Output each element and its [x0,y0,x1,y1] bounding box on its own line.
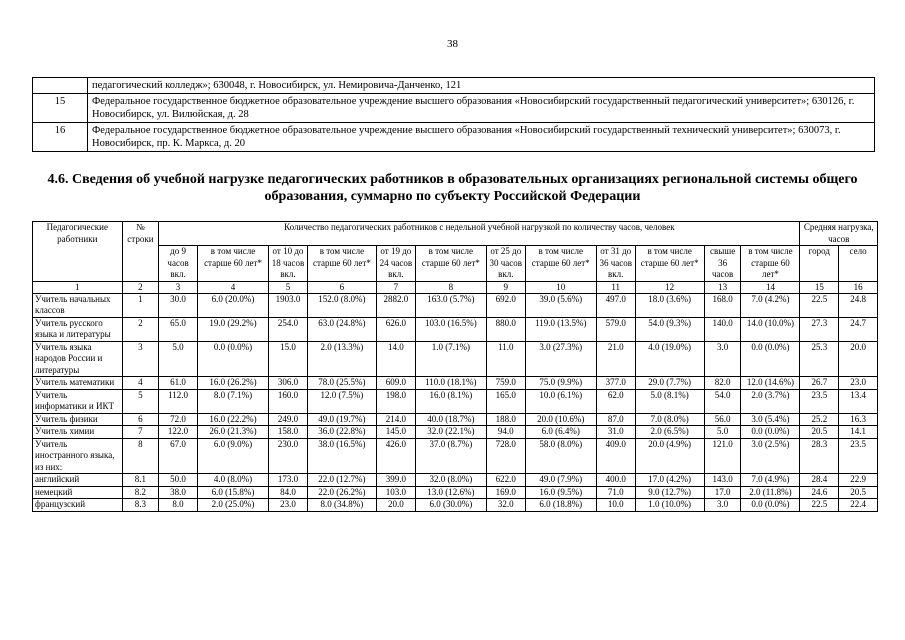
table-cell: 400.0 [596,474,635,487]
worker-category: Учитель языка народов России и литературы [33,341,123,377]
table-cell: 78.0 (25.5%) [307,377,376,390]
table-cell: 160.0 [269,389,308,413]
table-row [33,426,878,439]
column-index-cell: 3 [159,281,198,293]
table-cell: 2.0 (25.0%) [197,499,268,512]
table-cell: 23.0 [839,377,878,390]
table-cell: 15.0 [269,341,308,377]
table-cell: 230.0 [269,438,308,474]
row-number: 16 [33,123,88,152]
worker-category: Учитель информатики и ИКТ [33,389,123,413]
organization-text: Федеральное государственное бюджетное образовательное учреждение высшего образования «Новосибирский государственный педагогический университет»; 630126, г. Новосибирск, ул. Вилюйская, д. 28 [88,94,875,123]
organization-text: Федеральное государственное бюджетное образовательное учреждение высшего образования «Новосибирский государственный технический университет»; 630073, г. Новосибирск, пр. К. Маркса, д. 20 [88,123,875,152]
subheader-cell: от 25 до 30 часов вкл. [486,246,525,282]
table-cell: 12.0 (7.5%) [307,389,376,413]
table-cell: 50.0 [159,474,198,487]
row-number: 1 [122,293,159,317]
table-cell: 32.0 (8.0%) [415,474,486,487]
subheader-cell: от 19 до 24 часов вкл. [377,246,416,282]
table-cell: 32.0 (22.1%) [415,426,486,439]
table-cell: 28.3 [800,438,839,474]
column-index-cell: 15 [800,281,839,293]
table-cell: 622.0 [486,474,525,487]
table-cell: 110.0 (18.1%) [415,377,486,390]
row-number: 8.2 [122,486,159,499]
subheader-cell: в том числе старше 60 лет* [741,246,800,282]
column-index-cell: 6 [307,281,376,293]
column-index-cell: 5 [269,281,308,293]
table-cell: 27.3 [800,317,839,341]
table-cell: 7.0 (4.9%) [741,474,800,487]
table-cell: 38.0 [159,486,198,499]
table-cell: 4.0 (8.0%) [197,474,268,487]
row-number: 4 [122,377,159,390]
table-cell: 3.0 (2.5%) [741,438,800,474]
row-number: 2 [122,317,159,341]
table-cell: 173.0 [269,474,308,487]
column-index-cell: 11 [596,281,635,293]
row-number: 8.3 [122,499,159,512]
table-cell: 3.0 [704,341,741,377]
table-cell: 3.0 [704,499,741,512]
worker-category: английский [33,474,123,487]
table-cell: 880.0 [486,317,525,341]
worker-category: Учитель начальных классов [33,293,123,317]
table-row [33,341,878,377]
table-cell: 65.0 [159,317,198,341]
subheader-cell: село [839,246,878,282]
table-cell: 2.0 (6.5%) [635,426,704,439]
table-cell: 2.0 (3.7%) [741,389,800,413]
column-index-cell: 12 [635,281,704,293]
table-row [33,389,878,413]
worker-category: Учитель физики [33,413,123,426]
table-cell: 22.5 [800,293,839,317]
table-cell: 56.0 [704,413,741,426]
page-number: 38 [447,38,458,50]
table-cell: 188.0 [486,413,525,426]
table-cell: 67.0 [159,438,198,474]
column-index-cell: 7 [377,281,416,293]
table-cell: 163.0 (5.7%) [415,293,486,317]
table-cell: 22.0 (12.7%) [307,474,376,487]
table-cell: 16.0 (9.5%) [525,486,596,499]
table-cell: 25.2 [800,413,839,426]
table-cell: 23.5 [800,389,839,413]
table-cell: 13.4 [839,389,878,413]
table-cell: 58.0 (8.0%) [525,438,596,474]
table-cell: 0.0 (0.0%) [197,341,268,377]
table-cell: 692.0 [486,293,525,317]
table-cell: 20.5 [839,486,878,499]
table-cell: 6.0 (9.0%) [197,438,268,474]
table-cell: 8.0 (7.1%) [197,389,268,413]
table-cell: 121.0 [704,438,741,474]
table-cell: 16.0 (22.2%) [197,413,268,426]
table-cell: 94.0 [486,426,525,439]
table-cell: 49.0 (7.9%) [525,474,596,487]
worker-category: Учитель математики [33,377,123,390]
subheader-cell: свыше 36 часов [704,246,741,282]
table-cell: 54.0 (9.3%) [635,317,704,341]
table-cell: 0.0 (0.0%) [741,426,800,439]
subheader-cell: в том числе старше 60 лет* [635,246,704,282]
table-cell: 22.0 (26.2%) [307,486,376,499]
table-cell: 26.7 [800,377,839,390]
table-cell: 6.0 (30.0%) [415,499,486,512]
subheader-cell: в том числе старше 60 лет* [307,246,376,282]
organization-text: педагогический колледж»; 630048, г. Новосибирск, ул. Немировича-Данченко, 121 [88,78,875,94]
table-cell: 6.0 (20.0%) [197,293,268,317]
table-cell: 198.0 [377,389,416,413]
table-cell: 24.7 [839,317,878,341]
column-index-row [33,281,878,293]
table-cell: 145.0 [377,426,416,439]
table-cell: 28.4 [800,474,839,487]
table-cell: 63.0 (24.8%) [307,317,376,341]
subheader-cell: от 10 до 18 часов вкл. [269,246,308,282]
table-cell: 8.0 (34.8%) [307,499,376,512]
table-row [33,486,878,499]
table-cell: 30.0 [159,293,198,317]
table-cell: 0.0 (0.0%) [741,499,800,512]
table-cell: 20.5 [800,426,839,439]
organizations-table [32,77,875,152]
table-cell: 20.0 (4.9%) [635,438,704,474]
table-cell: 75.0 (9.9%) [525,377,596,390]
row-number: 6 [122,413,159,426]
table-cell: 24.6 [800,486,839,499]
table-row [33,413,878,426]
table-cell: 3.0 (5.4%) [741,413,800,426]
table-cell: 84.0 [269,486,308,499]
header-average: Средняя нагрузка, часов [800,222,878,246]
worker-category: Учитель иностранного языка, из них: [33,438,123,474]
table-cell: 14.0 [377,341,416,377]
table-cell: 14.1 [839,426,878,439]
table-cell: 20.0 [839,341,878,377]
table-cell: 103.0 [377,486,416,499]
row-number: 3 [122,341,159,377]
table-cell: 9.0 (12.7%) [635,486,704,499]
table-cell: 32.0 [486,499,525,512]
table-cell: 62.0 [596,389,635,413]
table-cell: 7.0 (8.0%) [635,413,704,426]
table-cell: 626.0 [377,317,416,341]
table-cell: 21.0 [596,341,635,377]
table-row [33,123,875,152]
header-count: Количество педагогических работников с недельной учебной нагрузкой по количеству часов, человек [159,222,800,246]
table-cell: 12.0 (14.6%) [741,377,800,390]
subheader-cell: в том числе старше 60 лет* [197,246,268,282]
table-cell: 112.0 [159,389,198,413]
table-row [33,94,875,123]
table-cell: 87.0 [596,413,635,426]
table-cell: 6.0 (18.8%) [525,499,596,512]
column-index-cell: 1 [33,281,123,293]
table-cell: 306.0 [269,377,308,390]
table-cell: 168.0 [704,293,741,317]
table-cell: 497.0 [596,293,635,317]
header-row [33,222,878,246]
table-cell: 72.0 [159,413,198,426]
table-cell: 13.0 (12.6%) [415,486,486,499]
table-cell: 579.0 [596,317,635,341]
table-row [33,317,878,341]
row-number: 8.1 [122,474,159,487]
table-cell: 5.0 [704,426,741,439]
table-cell: 140.0 [704,317,741,341]
row-number: 7 [122,426,159,439]
table-cell: 16.0 (8.1%) [415,389,486,413]
header-row-number: № строки [122,222,159,282]
column-index-cell: 4 [197,281,268,293]
column-index-cell: 14 [741,281,800,293]
column-index-cell: 2 [122,281,159,293]
table-cell: 214.0 [377,413,416,426]
table-cell: 122.0 [159,426,198,439]
table-cell: 1903.0 [269,293,308,317]
table-row [33,474,878,487]
table-cell: 2.0 (11.8%) [741,486,800,499]
table-cell: 1.0 (7.1%) [415,341,486,377]
table-cell: 36.0 (22.8%) [307,426,376,439]
table-row [33,438,878,474]
table-cell: 2882.0 [377,293,416,317]
table-cell: 26.0 (21.3%) [197,426,268,439]
table-cell: 22.4 [839,499,878,512]
table-cell: 377.0 [596,377,635,390]
table-cell: 17.0 (4.2%) [635,474,704,487]
worker-category: французский [33,499,123,512]
table-cell: 20.0 (10.6%) [525,413,596,426]
table-cell: 1.0 (10.0%) [635,499,704,512]
table-cell: 82.0 [704,377,741,390]
table-cell: 103.0 (16.5%) [415,317,486,341]
table-cell: 23.5 [839,438,878,474]
table-cell: 49.0 (19.7%) [307,413,376,426]
table-cell: 759.0 [486,377,525,390]
table-cell: 23.0 [269,499,308,512]
table-cell: 22.9 [839,474,878,487]
subheader-cell: до 9 часов вкл. [159,246,198,282]
subheader-cell: в том числе старше 60 лет* [415,246,486,282]
subheader-cell: город [800,246,839,282]
table-cell: 24.8 [839,293,878,317]
table-cell: 4.0 (19.0%) [635,341,704,377]
table-cell: 19.0 (29.2%) [197,317,268,341]
table-cell: 11.0 [486,341,525,377]
table-cell: 39.0 (5.6%) [525,293,596,317]
table-cell: 10.0 (6.1%) [525,389,596,413]
table-cell: 609.0 [377,377,416,390]
table-cell: 152.0 (8.0%) [307,293,376,317]
worker-category: Учитель химии [33,426,123,439]
row-number: 8 [122,438,159,474]
table-cell: 14.0 (10.0%) [741,317,800,341]
table-cell: 143.0 [704,474,741,487]
table-cell: 17.0 [704,486,741,499]
table-cell: 16.0 (26.2%) [197,377,268,390]
table-cell: 254.0 [269,317,308,341]
workload-table [32,221,878,512]
table-cell: 20.0 [377,499,416,512]
table-cell: 5.0 [159,341,198,377]
table-cell: 71.0 [596,486,635,499]
table-cell: 8.0 [159,499,198,512]
table-cell: 5.0 (8.1%) [635,389,704,413]
row-number: 5 [122,389,159,413]
table-cell: 2.0 (13.3%) [307,341,376,377]
table-row [33,377,878,390]
table-cell: 728.0 [486,438,525,474]
table-cell: 40.0 (18.7%) [415,413,486,426]
header-workers: Педагогические работники [33,222,123,282]
column-index-cell: 9 [486,281,525,293]
table-cell: 6.0 (15.8%) [197,486,268,499]
table-cell: 18.0 (3.6%) [635,293,704,317]
table-cell: 10.0 [596,499,635,512]
table-cell: 6.0 (6.4%) [525,426,596,439]
table-row [33,293,878,317]
table-cell: 169.0 [486,486,525,499]
table-cell: 29.0 (7.7%) [635,377,704,390]
table-cell: 31.0 [596,426,635,439]
table-cell: 7.0 (4.2%) [741,293,800,317]
table-row [33,78,875,94]
table-cell: 16.3 [839,413,878,426]
worker-category: Учитель русского языка и литературы [33,317,123,341]
table-cell: 165.0 [486,389,525,413]
section-title: 4.6. Сведения об учебной нагрузке педагогических работников в образовательных организациях региональной системы общего образования, суммарно по субъекту Российской Федерации [47,172,858,204]
table-cell: 249.0 [269,413,308,426]
worker-category: немецкий [33,486,123,499]
column-index-cell: 10 [525,281,596,293]
table-cell: 22.5 [800,499,839,512]
table-cell: 119.0 (13.5%) [525,317,596,341]
subheader-cell: от 31 до 36 часов вкл. [596,246,635,282]
table-cell: 158.0 [269,426,308,439]
table-cell: 399.0 [377,474,416,487]
table-cell: 25.3 [800,341,839,377]
table-cell: 426.0 [377,438,416,474]
row-number: 15 [33,94,88,123]
table-cell: 3.0 (27.3%) [525,341,596,377]
table-cell: 0.0 (0.0%) [741,341,800,377]
table-cell: 409.0 [596,438,635,474]
table-cell: 38.0 (16.5%) [307,438,376,474]
table-cell: 54.0 [704,389,741,413]
row-number [33,78,88,94]
table-cell: 37.0 (8.7%) [415,438,486,474]
column-index-cell: 13 [704,281,741,293]
subheader-row [33,246,878,282]
column-index-cell: 16 [839,281,878,293]
table-cell: 61.0 [159,377,198,390]
table-row [33,499,878,512]
column-index-cell: 8 [415,281,486,293]
subheader-cell: в том числе старше 60 лет* [525,246,596,282]
